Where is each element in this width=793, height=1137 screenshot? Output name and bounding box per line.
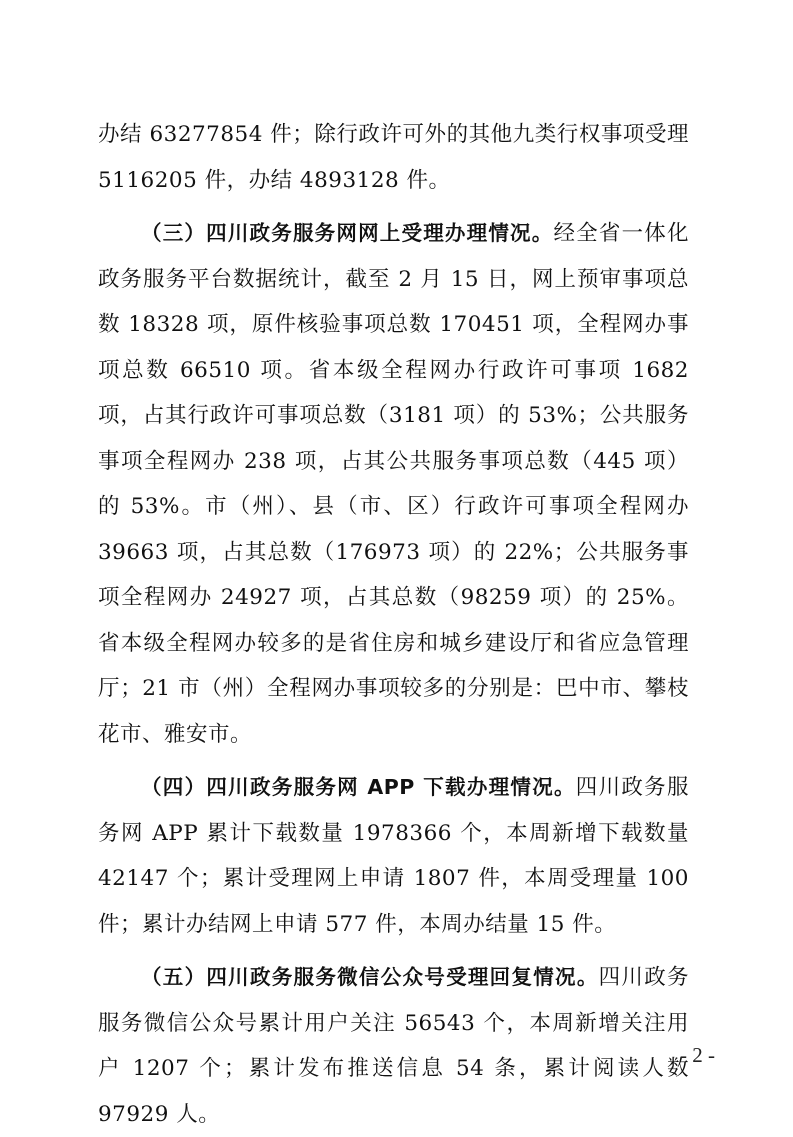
section-heading: （五）四川政务服务微信公众号受理回复情况。 xyxy=(141,965,599,989)
paragraph-continuation xyxy=(98,112,689,203)
paragraph-section-5 xyxy=(98,955,689,1137)
page-number: - 2 - xyxy=(680,1043,715,1067)
paragraph-text: 经全省一体化政务服务平台数据统计，截至 2 月 15 日，网上预审事项总数 18328 项，原件核验事项总数 170451 项，全程网办事项总数 66510 项。省本级全程网办行政许可事项 1682 项，占其行政许可事项总数（3181 项）的 53%；公共服务事项全程网办 238 项，占其公共服务事项总数（445 项）的 53%。市（州）、县（市、区）行政许可事项全程网办 39663 项，占其总数（176973 项）的 22%；公共服务事项全程网办 24927 项，占其总数（98259 项）的 25%。省本级全程网办较多的是省住房和城乡建设厅和省应急管理厅；21 市（州）全程网办事项较多的分别是：巴中市、攀枝花市、雅安市。 xyxy=(98,221,689,747)
paragraph-section-3 xyxy=(98,211,689,757)
section-heading: （三）四川政务服务网网上受理办理情况。 xyxy=(141,221,554,245)
paragraph-text: 四川政务服务微信公众号累计用户关注 56543 个，本周新增关注用户 1207 个；累计发布推送信息 54 条，累计阅读人数 97929 人。 xyxy=(98,965,689,1127)
section-heading: （四）四川政务服务网 APP 下载办理情况。 xyxy=(141,775,576,799)
paragraph-text: 四川政务服务网 APP 累计下载数量 1978366 个，本周新增下载数量 42147 个；累计受理网上申请 1807 件，本周受理量 100 件；累计办结网上申请 577 件，本周办结量 15 件。 xyxy=(98,775,689,937)
paragraph-section-4 xyxy=(98,765,689,947)
paragraph-text: 办结 63277854 件；除行政许可外的其他九类行权事项受理 5116205 件，办结 4893128 件。 xyxy=(98,122,689,193)
